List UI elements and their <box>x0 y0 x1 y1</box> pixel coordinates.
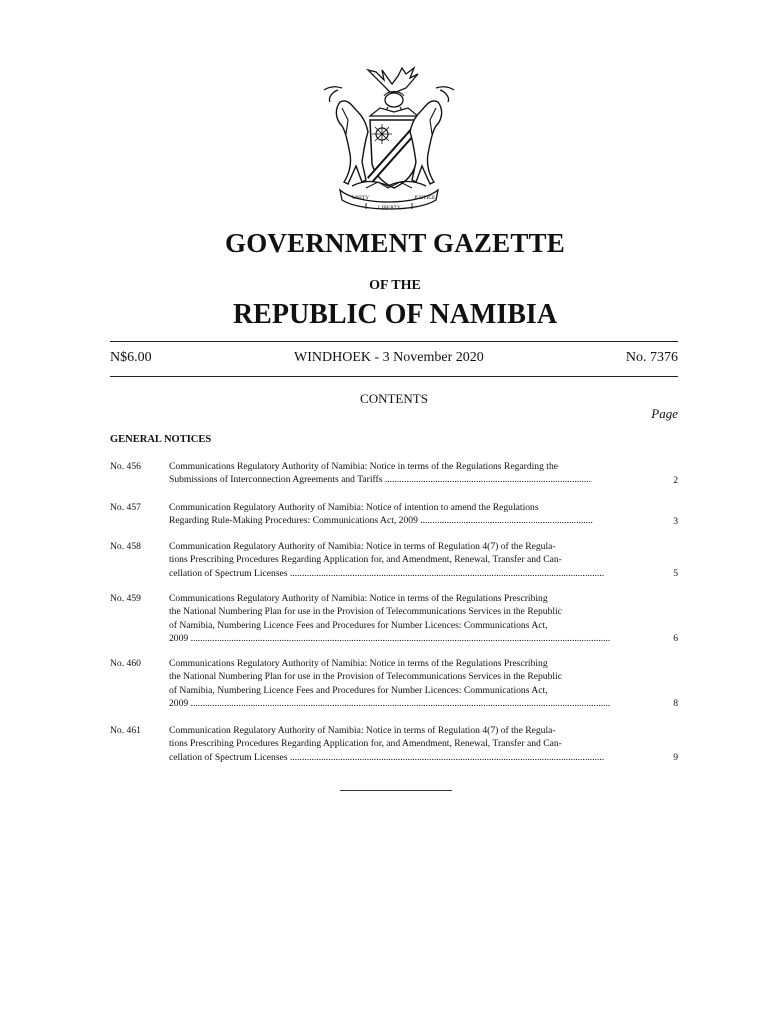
issue-dateline: WINDHOEK - 3 November 2020 <box>294 350 484 365</box>
contents-entry[interactable] <box>110 540 682 580</box>
notice-page: 5 <box>673 567 678 579</box>
page-column-label: Page <box>651 406 678 421</box>
notice-page: 8 <box>673 697 678 709</box>
notice-description <box>169 460 647 487</box>
notice-description <box>169 540 647 580</box>
notice-line: the National Numbering Plan for use in the Provision of Telecommunications Services in the Republic <box>169 606 562 618</box>
notice-line: cellation of Spectrum Licenses ................................................................................................................................... <box>169 751 605 763</box>
notice-line: Communications Regulatory Authority of Namibia: Notice in terms of the Regulations Prescribing <box>169 658 548 669</box>
notice-line: Communication Regulatory Authority of Namibia: Notice of intention to amend the Regulations <box>169 502 539 513</box>
contents-entry[interactable] <box>110 592 682 645</box>
notice-description <box>169 657 647 710</box>
notice-number: No. 456 <box>110 461 141 472</box>
contents-entry[interactable] <box>110 460 682 487</box>
notice-line: tions Prescribing Procedures Regarding Application for, and Amendment, Renewal, Transfer and Can- <box>169 738 562 750</box>
contents-end-rule <box>340 790 452 791</box>
notice-line: Communications Regulatory Authority of Namibia: Notice in terms of the Regulations Prescribing <box>169 593 548 604</box>
notice-line: the National Numbering Plan for use in the Provision of Telecommunications Services in the Republic <box>169 671 562 683</box>
contents-entry[interactable] <box>110 501 682 528</box>
notice-page: 6 <box>673 632 678 644</box>
section-heading: GENERAL NOTICES <box>110 434 212 445</box>
motto-unity: UNITY <box>352 195 370 201</box>
notice-line: of Namibia, Numbering Licence Fees and Procedures for Number Licences: Communications Act, <box>169 619 548 631</box>
notice-line: Communications Regulatory Authority of Namibia: Notice in terms of the Regulations Regarding the <box>169 461 559 472</box>
header-rule-bottom <box>110 376 678 377</box>
notice-description <box>169 724 647 764</box>
notice-number: No. 460 <box>110 658 141 669</box>
notice-line: 2009 ............................................................................................................................................................................... <box>169 632 611 644</box>
notice-line: Communication Regulatory Authority of Namibia: Notice in terms of Regulation 4(7) of the Regula- <box>169 541 556 552</box>
notice-line: of Namibia, Numbering Licence Fees and Procedures for Number Licences: Communications Act, <box>169 684 548 696</box>
notice-description <box>169 592 647 645</box>
motto-justice: JUSTICE <box>414 195 436 201</box>
notice-page: 9 <box>673 751 678 763</box>
notice-number: No. 459 <box>110 593 141 604</box>
header-rule-top <box>110 341 678 342</box>
notice-line: 2009 ............................................................................................................................................................................... <box>169 697 611 709</box>
notice-page: 2 <box>673 474 678 486</box>
gazette-subtitle: OF THE <box>369 278 421 293</box>
notice-number: No. 461 <box>110 725 141 736</box>
issue-number: No. 7376 <box>625 350 678 365</box>
gazette-title: GOVERNMENT GAZETTE <box>225 228 565 258</box>
motto-liberty: LIBERTY <box>378 205 401 211</box>
contents-heading: CONTENTS <box>360 391 428 406</box>
notice-line: Submissions of Interconnection Agreements and Tariffs ...................................................................................... <box>169 474 592 486</box>
notice-page: 3 <box>673 515 678 527</box>
notice-line: cellation of Spectrum Licenses ................................................................................................................................... <box>169 567 605 579</box>
contents-entry[interactable] <box>110 657 682 710</box>
notice-number: No. 458 <box>110 541 141 552</box>
notice-line: tions Prescribing Procedures Regarding Application for, and Amendment, Renewal, Transfer and Can- <box>169 554 562 566</box>
contents-entry[interactable] <box>110 724 682 764</box>
issue-info-row <box>110 350 678 370</box>
notice-number: No. 457 <box>110 502 141 513</box>
coat-of-arms-icon <box>318 62 460 214</box>
notice-line: Regarding Rule-Making Procedures: Communications Act, 2009 ........................................................................ <box>169 515 593 527</box>
country-title: REPUBLIC OF NAMIBIA <box>232 299 558 330</box>
notice-description <box>169 501 647 528</box>
issue-price: N$6.00 <box>110 350 152 365</box>
notice-line: Communication Regulatory Authority of Namibia: Notice in terms of Regulation 4(7) of the Regula- <box>169 725 556 736</box>
coat-of-arms <box>318 62 460 214</box>
